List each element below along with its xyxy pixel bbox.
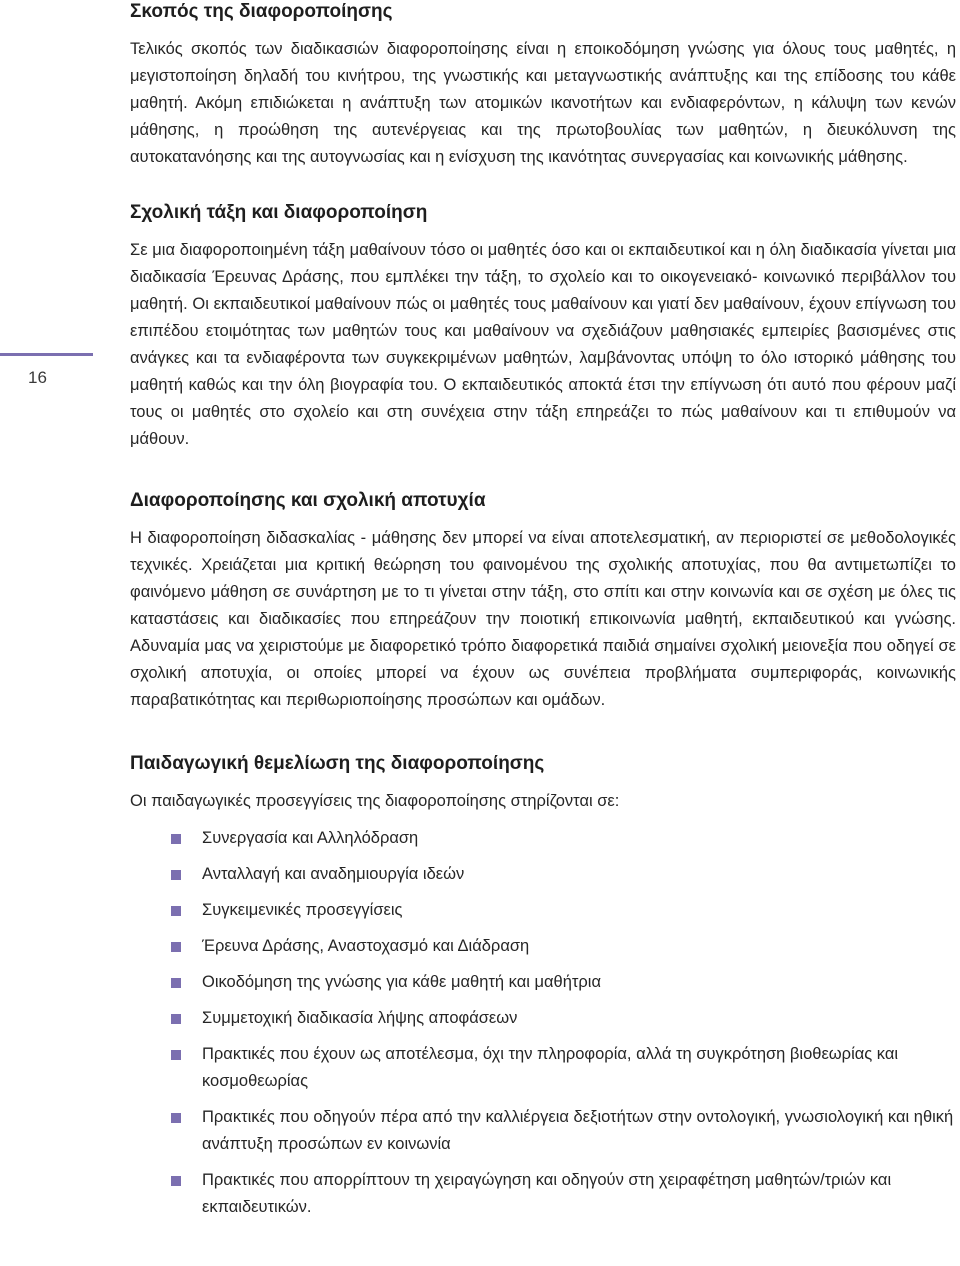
list-item bbox=[130, 933, 956, 960]
margin-rule bbox=[0, 353, 93, 356]
section-title: Σκοπός της διαφοροποίησης bbox=[130, 1, 393, 22]
section-classroom bbox=[130, 201, 956, 453]
square-bullet-icon bbox=[171, 834, 181, 844]
list-item-text: Συγκειμενικές προσεγγίσεις bbox=[202, 901, 403, 919]
list-item-text: Συμμετοχική διαδικασία λήψης αποφάσεων bbox=[202, 1009, 518, 1027]
square-bullet-icon bbox=[171, 1176, 181, 1186]
list-item bbox=[130, 1041, 956, 1095]
paragraph: Σε μια διαφοροποιημένη τάξη μαθαίνουν τόσο οι μαθητές όσο και οι εκπαιδευτικοί και η όλη διαδικασία γίνεται μια διαδικασία Έρευνας Δράσης, που εμπλέκει την τάξη, το σχολείο και το οικογενειακό- κοινωνικό περιβάλλον του μαθητή. Οι εκπαιδευτικοί μαθαίνουν πώς οι μαθητές τους μαθαίνουν και γιατί δεν μαθαίνουν, έχουν επίγνωση του επιπέδου ετοιμότητας των μαθητών τους και μαθαίνουν να σχεδιάζουν μαθησιακές εμπειρίες βασισμένες στις ανάγκες και τα ενδιαφέροντα των συγκεκριμένων μαθητών, λαμβάνοντας υπόψη το όλο ιστορικό μάθησης του μαθητή καθώς και την όλη βιογραφία του. Ο εκπαιδευτικός αποκτά έτσι την επίγνωση ότι αυτό που φέρουν μαζί τους οι μαθητές στο σχολείο και στη συνέχεια στην τάξη επηρεάζει το πώς μαθαίνουν και τι επιθυμούν να μάθουν. bbox=[130, 241, 956, 448]
list-item-text: Πρακτικές που οδηγούν πέρα από την καλλιέργεια δεξιοτήτων στην οντολογική, γνωσιολογική και ηθική ανάπτυξη προσώπων εν κοινωνία bbox=[202, 1108, 954, 1153]
page-content bbox=[130, 0, 956, 1230]
square-bullet-icon bbox=[171, 1050, 181, 1060]
section-title: Παιδαγωγική θεμελίωση της διαφοροποίησης bbox=[130, 753, 545, 774]
section-pedagogical-foundation bbox=[130, 752, 956, 1221]
list-item bbox=[130, 861, 956, 888]
list-item bbox=[130, 1167, 956, 1221]
section-title: Διαφοροποίησης και σχολική αποτυχία bbox=[130, 490, 486, 511]
paragraph: Οι παιδαγωγικές προσεγγίσεις της διαφοροποίησης στηρίζονται σε: bbox=[130, 792, 620, 810]
left-margin bbox=[0, 0, 120, 1266]
list-item bbox=[130, 1005, 956, 1032]
square-bullet-icon bbox=[171, 870, 181, 880]
list-item-text: Έρευνα Δράσης, Αναστοχασμό και Διάδραση bbox=[202, 937, 530, 955]
list-item-text: Συνεργασία και Αλληλόδραση bbox=[202, 829, 419, 847]
page-number: 16 bbox=[28, 368, 47, 387]
list-item bbox=[130, 969, 956, 996]
principles-list bbox=[130, 825, 956, 1221]
list-item-text: Πρακτικές που έχουν ως αποτέλεσμα, όχι την πληροφορία, αλλά τη συγκρότηση βιοθεωρίας και κοσμοθεωρίας bbox=[202, 1045, 899, 1090]
list-item-text: Πρακτικές που απορρίπτουν τη χειραγώγηση και οδηγούν στη χειραφέτηση μαθητών/τριών και εκπαιδευτικών. bbox=[202, 1171, 892, 1216]
paragraph: Η διαφοροποίηση διδασκαλίας - μάθησης δεν μπορεί να είναι αποτελεσματική, αν περιοριστεί σε μεθοδολογικές τεχνικές. Χρειάζεται μια κριτική θεώρηση του φαινομένου της σχολικής αποτυχίας, που θα αντιμετωπίζει το φαινόμενο μάθηση σε συνάρτηση με το τι γίνεται στην τάξη, στο σπίτι και στην κοινωνία και σε σχέση με όλες τις καταστάσεις και διαδικασίες που επηρεάζουν την ποιοτική επικοινωνία μαθητή, εκπαιδευτικού και γνώσης. Αδυναμία μας να χειριστούμε με διαφορετικό τρόπο διαφορετικά παιδιά σημαίνει σχολική μειονεξία που οδηγεί σε σχολική αποτυχία, οι οποίες μπορεί να έχουν ως συνέπεια προβλήματα συμπεριφοράς, κοινωνικής παραβατικότητας και περιθωριοποίησης προσώπων και ομάδων. bbox=[130, 529, 956, 709]
list-item bbox=[130, 825, 956, 852]
square-bullet-icon bbox=[171, 978, 181, 988]
square-bullet-icon bbox=[171, 906, 181, 916]
list-item-text: Ανταλλαγή και αναδημιουργία ιδεών bbox=[202, 865, 465, 883]
square-bullet-icon bbox=[171, 1014, 181, 1024]
list-item bbox=[130, 897, 956, 924]
square-bullet-icon bbox=[171, 1113, 181, 1123]
square-bullet-icon bbox=[171, 942, 181, 952]
section-school-failure bbox=[130, 489, 956, 714]
section-title: Σχολική τάξη και διαφοροποίηση bbox=[130, 202, 428, 223]
paragraph: Τελικός σκοπός των διαδικασιών διαφοροποίησης είναι η εποικοδόμηση γνώσης για όλους τους μαθητές, η μεγιστοποίηση δηλαδή του κινήτρου, της γνωστικής και μεταγνωστικής ανάπτυξης και της επίδοσης του κάθε μαθητή. Ακόμη επιδιώκεται η ανάπτυξη των ατομικών ικανοτήτων και ενδιαφερόντων, η κάλυψη των κενών μάθησης, η προώθηση της αυτενέργειας και της πρωτοβουλίας των μαθητών, η διευκόλυνση της αυτοκατανόησης και της αυτογνωσίας και η ενίσχυση της ικανότητας συνεργασίας και κοινωνικής μάθησης. bbox=[130, 40, 956, 166]
section-purpose bbox=[130, 0, 956, 171]
list-item-text: Οικοδόμηση της γνώσης για κάθε μαθητή και μαθήτρια bbox=[202, 973, 601, 991]
list-item bbox=[130, 1104, 956, 1158]
